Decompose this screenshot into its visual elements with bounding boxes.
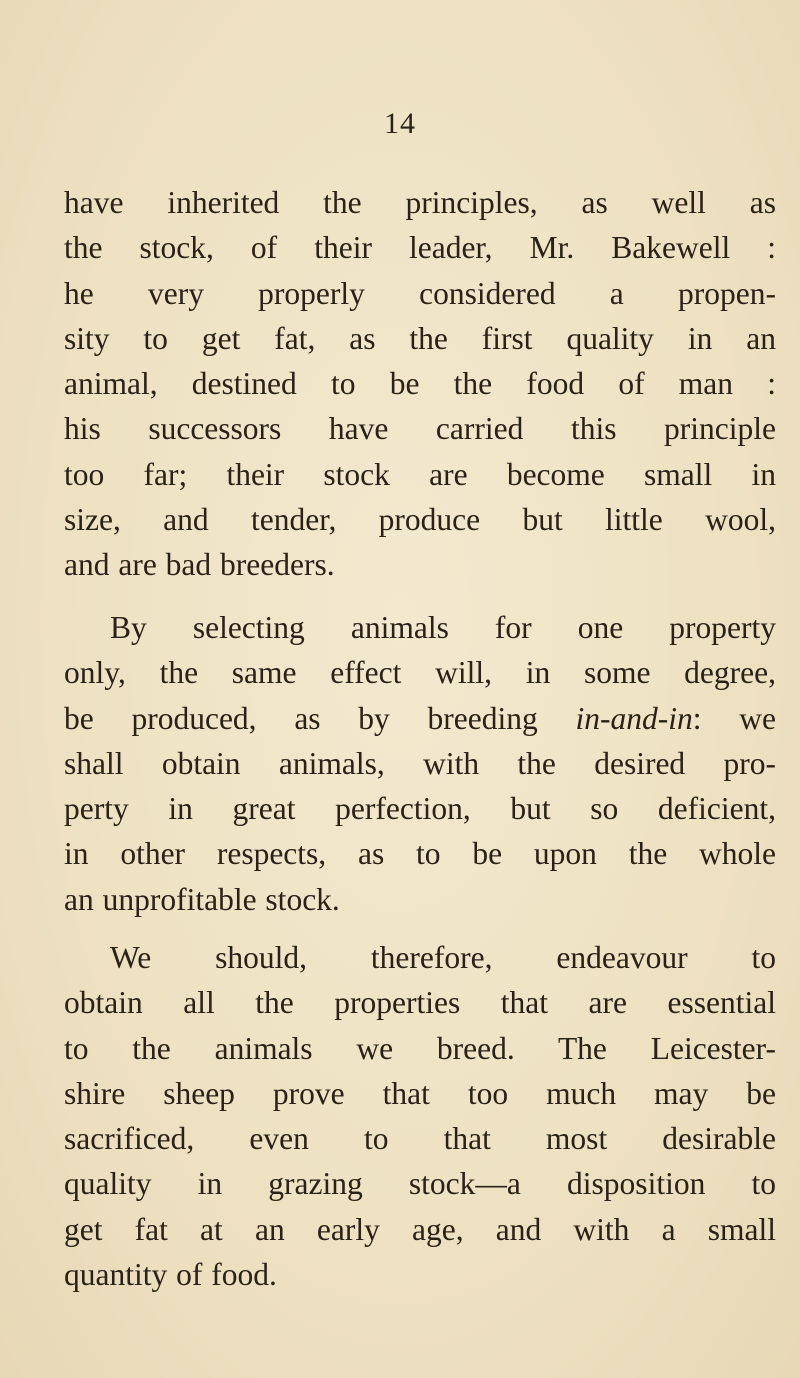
page-number: 14	[384, 107, 416, 140]
text-line: the stock, of their leader, Mr. Bakewell :	[64, 230, 776, 266]
text-line: in other respects, as to be upon the whole	[64, 836, 776, 872]
text-line: size, and tender, produce but little wool,	[64, 502, 776, 538]
text-line-with-italic	[64, 696, 776, 741]
text-line: animal, destined to be the food of man :	[64, 366, 776, 402]
paragraph-1	[64, 180, 776, 588]
text-line: have inherited the principles, as well as	[64, 185, 776, 220]
text-segment: be produced, as by breeding	[64, 700, 576, 736]
italic-term: in-and-in	[575, 700, 693, 736]
text-line: perty in great perfection, but so deficient,	[64, 791, 776, 827]
text-line: only, the same effect will, in some degree,	[64, 655, 776, 691]
text-line: quality in grazing stock—a disposition to	[64, 1166, 776, 1202]
text-line: an unprofitable stock.	[64, 881, 340, 917]
paragraph-2	[64, 605, 776, 922]
text-line: obtain all the properties that are essential	[64, 985, 776, 1021]
paragraph-3	[64, 935, 776, 1297]
text-line: he very properly considered a propen-	[64, 275, 776, 311]
text-line: too far; their stock are become small in	[64, 456, 776, 492]
text-line: to the animals we breed. The Leicester-	[64, 1030, 776, 1066]
text-line: shall obtain animals, with the desired pro-	[64, 745, 776, 781]
text-line: We should, therefore, endeavour to	[110, 940, 776, 975]
text-line: By selecting animals for one property	[110, 610, 776, 645]
text-line: sacrificed, even to that most desirable	[64, 1121, 776, 1157]
text-line: get fat at an early age, and with a small	[64, 1211, 776, 1247]
text-line: quantity of food.	[64, 1257, 277, 1293]
text-line: and are bad breeders.	[64, 547, 335, 583]
text-line: sity to get fat, as the first quality in an	[64, 320, 776, 356]
text-line: shire sheep prove that too much may be	[64, 1075, 776, 1111]
text-line: his successors have carried this principle	[64, 411, 776, 447]
text-segment: : we	[692, 700, 776, 736]
